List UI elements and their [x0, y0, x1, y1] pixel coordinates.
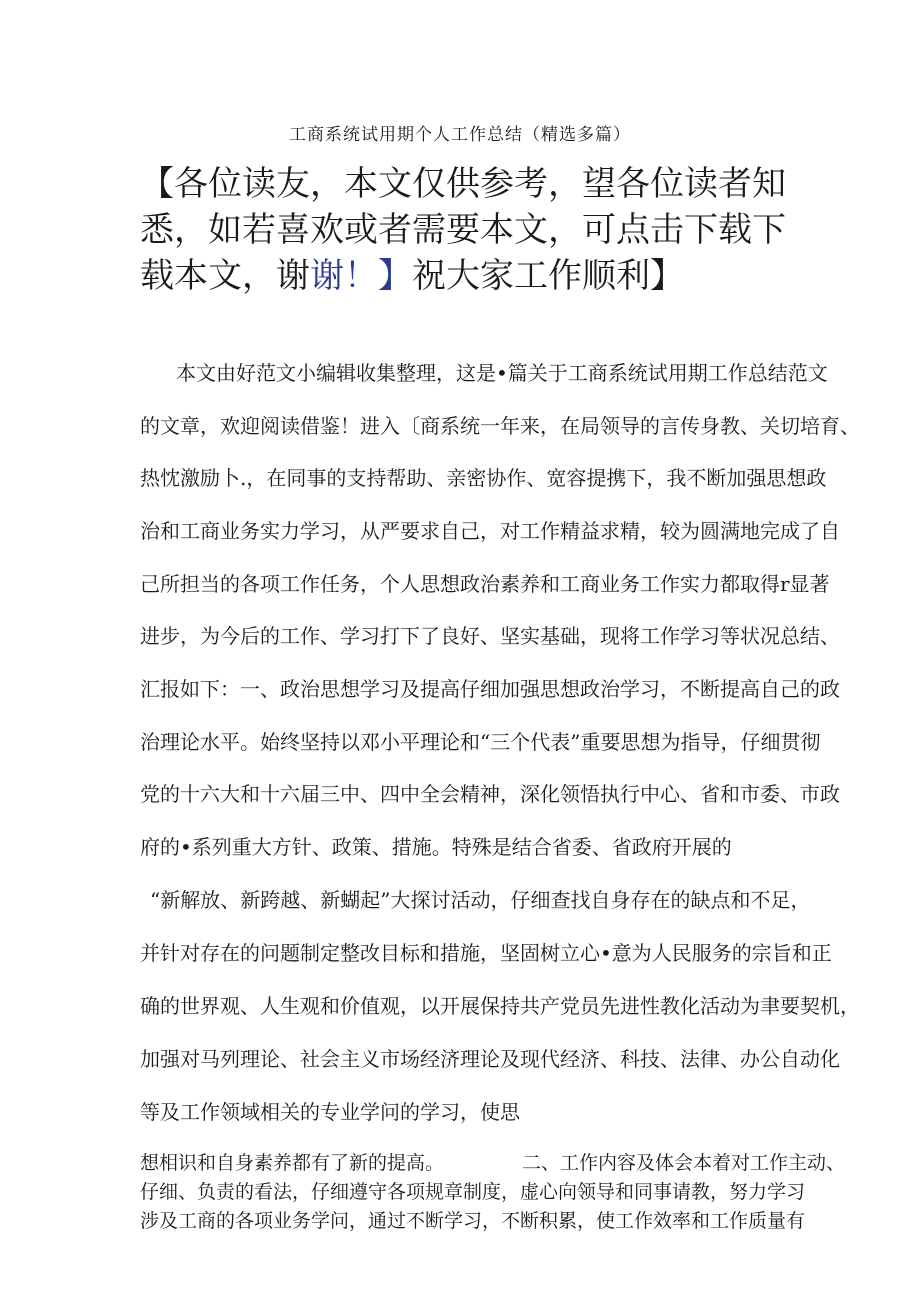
- body-line: 本文由好范文小编辑收集整理，这是•篇关于工商系统试用期工作总结范文: [176, 361, 828, 385]
- body-line: 的文章，欢迎阅读借鉴！进入〔商系统一年来，在局领导的言传身教、关切培育、: [140, 414, 860, 438]
- tail-line: [140, 1148, 845, 1175]
- body-line: 治和工商业务实力学习，从严要求自己，对工作精益求精，较为圆满地完成了自: [140, 519, 840, 543]
- body-line: 汇报如下：一、政治思想学习及提高仔细加强思想政治学习，不断提高自己的政: [140, 677, 840, 701]
- body-line: 并针对存在的问题制定整改目标和措施，坚固树立心•意为人民服务的宗旨和正: [140, 941, 832, 965]
- tail-text: 二、工作内容及体会本着对工作主动、: [522, 1152, 846, 1174]
- tail-line: 涉及工商的各项业务学问，通过不断学习，不断积累，使工作效率和工作质量有: [140, 1210, 806, 1232]
- body-line: 治理论水平。始终坚持以邓小平理论和“三个代表”重要思想为指导，仔细贯彻: [140, 730, 821, 754]
- body-line: 等及工作领域相关的专业学问的学习，使思: [140, 1100, 520, 1124]
- notice-highlight: 谢！】: [310, 256, 412, 296]
- notice-text: 【各位读友，本文仅供参考，望各位读者知悉，如若喜欢或者需要本文，可点击下载下载本文，谢: [140, 164, 786, 296]
- body-line: 确的世界观、人生观和价值观，以开展保持共产党员先进性教化活动为聿要契机，: [140, 994, 860, 1018]
- body-line: 党的十六大和十六届三中、四中全会精神，深化领悟执行中心、省和市委、市政: [140, 782, 840, 806]
- notice-text-end: 祝大家工作顺利】: [412, 256, 684, 296]
- document-title: 工商系统试用期个人工作总结（精选多篇）: [289, 125, 631, 145]
- tail-text: 想相识和自身素养都有了新的提高。: [140, 1152, 445, 1174]
- reader-notice: [140, 161, 800, 299]
- body-line: 进步，为今后的工作、学习打下了良好、坚实基础，现将工作学习等状况总结、: [140, 624, 840, 648]
- body-line: 加强对马列理论、社会主义市场经济理论及现代经济、科技、法律、办公自动化: [140, 1047, 840, 1071]
- body-line: 己所担当的各项工作任务，个人思想政治素养和工商业务工作实力都取得r显著: [140, 572, 830, 596]
- body-line: “新解放、新跨越、新蝴起”大探讨活动，仔细查找自身存在的缺点和不足，: [150, 888, 811, 912]
- body-line: 热忱激励卜.，在同事的支持帮助、亲密协作、宽容提携下，我不断加强思想政: [140, 466, 827, 490]
- tail-line: 仔细、负责的看法，仔细遵守各项规章制度，虚心向领导和同事请教，努力学习: [140, 1181, 806, 1203]
- body-line: 府的•系列重大方针、政策、措施。特殊是结合省委、省政府开展的: [140, 835, 732, 859]
